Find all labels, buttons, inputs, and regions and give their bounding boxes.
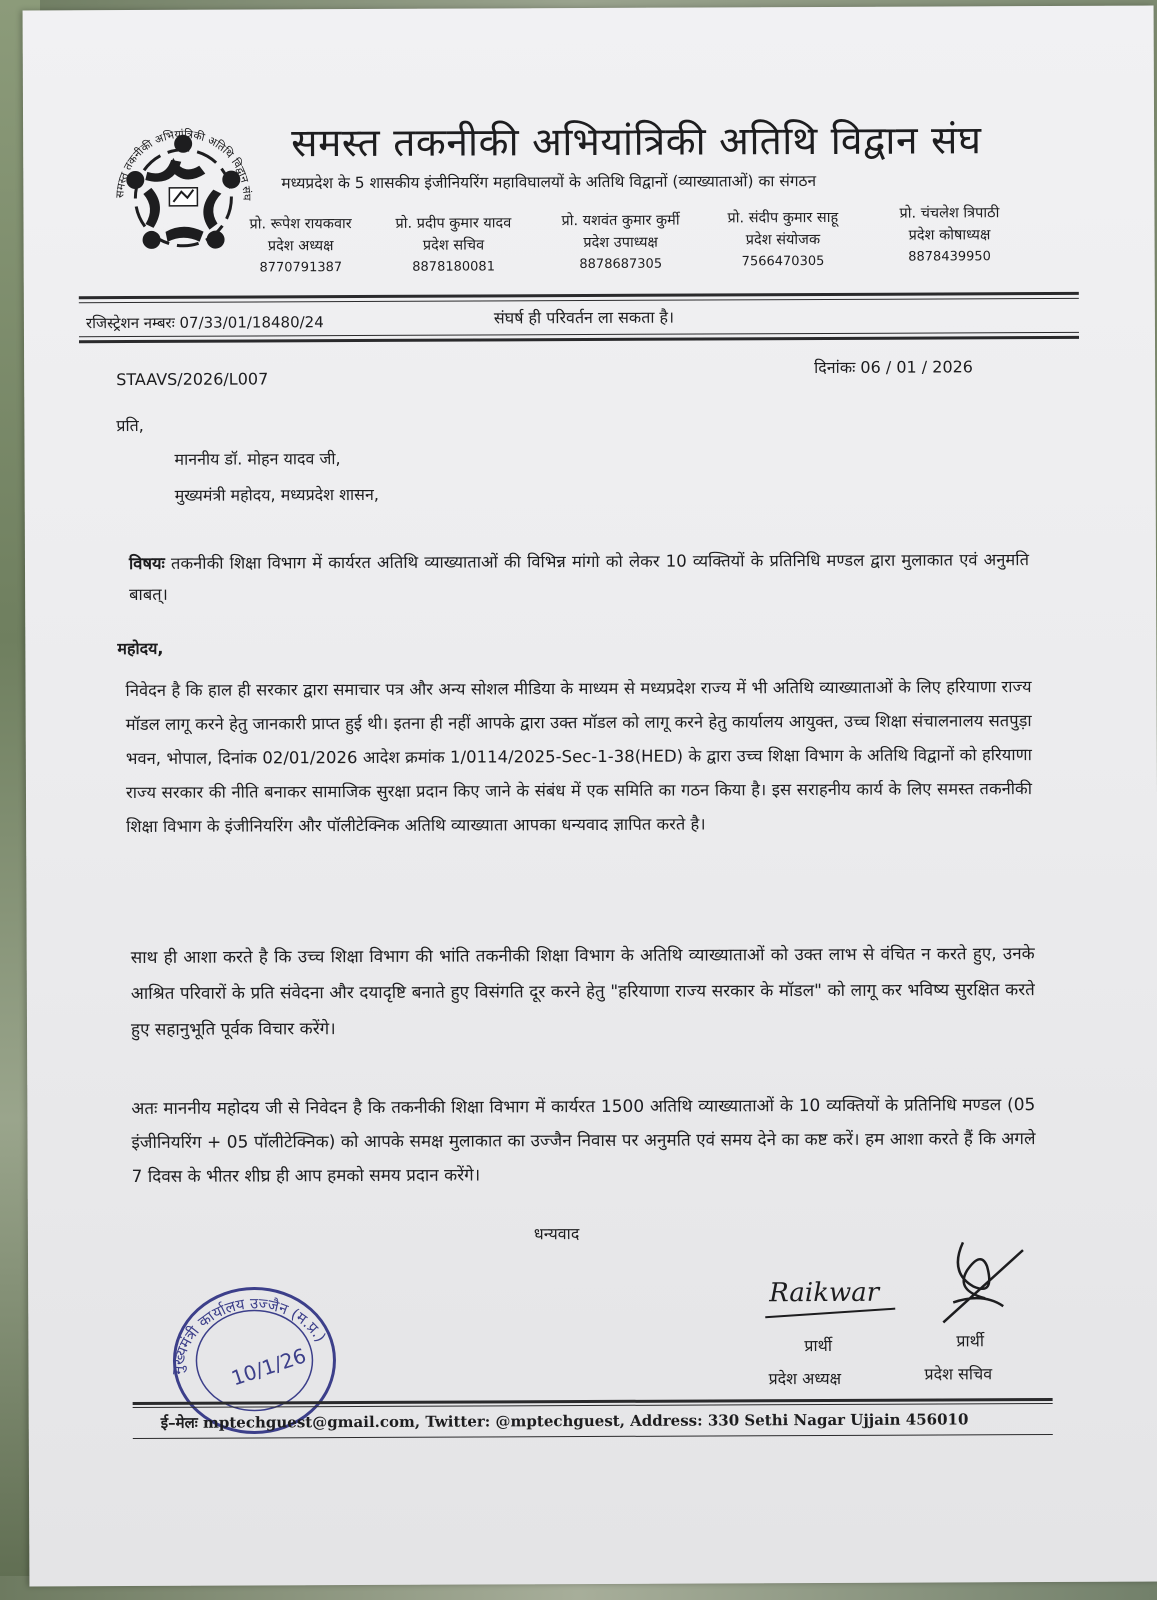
subject-label: विषयः [128, 553, 165, 574]
official-president [249, 213, 351, 279]
official-role: प्रदेश कोषाध्यक्ष [908, 227, 991, 244]
paragraph-1: निवेदन है कि हाल ही सरकार द्वारा समाचार पत्र और अन्य सोशल मीडिया के माध्यम से मध्यप्रदेश राज्य में भी अतिथि व्याख्याताओं के लिए हरियाणा राज्य मॉडल लागू करने हेतु जानकारी प्राप्त हुई थी। इतना ही नहीं आपके द्वारा उक्त मॉडल को लागू करने हेतु कार्यालय आयुक्त, उच्च शिक्षा संचालनालय सतपुड़ा भवन, भोपाल, दिनांक 02/01/2026 आदेश क्रमांक 1/0114/2025-Sec-1-38(HED) के द्वारा उच्च शिक्षा विभाग के अतिथि विद्वानों को हरियाणा राज्य सरकार की नीति बनाकर सामाजिक सुरक्षा प्रदान किए जाने के संबंध में एक समिति का गठन किया है। इस सराहनीय कार्य के लिए समस्त तकनीकी शिक्षा विभाग के इंजीनियरिंग और पॉलीटेक्निक अतिथि व्याख्याता आपका धन्यवाद ज्ञापित करते है। [125, 677, 1033, 837]
official-phone: 8878180081 [412, 259, 495, 275]
official-name: प्रो. प्रदीप कुमार यादव [395, 215, 512, 232]
official-phone: 7566470305 [741, 253, 825, 270]
official-name: प्रो. चंचलेश त्रिपाठी [899, 205, 1000, 222]
stamp-date: 10/1/26 [228, 1343, 310, 1391]
official-role: प्रदेश सचिव [422, 237, 485, 254]
organization-subtitle: मध्यप्रदेश के 5 शासकीय इंजीनियरिंग महाविघालयों के अतिथि विद्वानों (व्याख्याताओं) का संगठन [281, 172, 817, 193]
organization-logo-icon [103, 117, 264, 278]
paragraph-3: अतः माननीय महोदय जी से निवेदन है कि तकनीकी शिक्षा विभाग में कार्यरत 1500 अतिथि व्याख्याताओं के 10 व्यक्तियों के प्रतिनिधि मण्डल (05 इंजीनियरिंग + 05 पॉलीटेक्निक) को आपके समक्ष मुलाकात का उज्जैन निवास पर अनुमति एवं समय देने का कष्ट करें। हम आशा करते हैं कि अगले 7 दिवस के भीतर शीघ्र ही आप हमको समय प्रदान करेंगे। [131, 1095, 1036, 1188]
addressee-designation: मुख्यमंत्री महोदय, मध्यप्रदेश शासन, [174, 484, 379, 505]
subject-line [129, 544, 1029, 610]
official-name: प्रो. यशवंत कुमार कुर्मी [561, 212, 680, 230]
official-role: प्रदेश उपाध्यक्ष [583, 234, 658, 252]
signature-text: Raikwar [769, 1277, 880, 1309]
letter-date: दिनांकः 06 / 01 / 2026 [814, 357, 974, 378]
signature-secretary-icon [933, 1232, 1033, 1332]
official-convener [727, 207, 838, 273]
logo-text: समस्त तकनीकी अभियांत्रिकी अतिथि विद्वान संघ [113, 127, 254, 201]
salutation: महोदय, [117, 638, 164, 659]
signature-president-icon [763, 1265, 903, 1330]
official-name: प्रो. रूपेश रायकवार [249, 216, 352, 233]
header-divider-top-thin [79, 298, 1079, 303]
official-name: प्रो. संदीप कुमार साहू [727, 209, 839, 227]
motto: संघर्ष ही परिवर्तन ला सकता है। [493, 307, 675, 328]
reference-number: STAAVS/2026/L007 [116, 369, 269, 390]
signatory-role-secretary: प्रदेश सचिव [924, 1364, 993, 1384]
signatory-role-president: प्रदेश अध्यक्ष [768, 1368, 842, 1389]
stamp-text: मुख्यमंत्री कार्यालय उज्जैन (म.प्र.) [168, 1294, 330, 1376]
official-phone: 8878687305 [579, 256, 663, 273]
official-role: प्रदेश संयोजक [745, 231, 821, 249]
official-vice-president [561, 210, 679, 277]
addressee-name: माननीय डॉ. मोहन यादव जी, [174, 449, 341, 469]
letter-page [23, 6, 1157, 1587]
closing-thanks: धन्यवाद [533, 1224, 580, 1244]
header-divider-bottom [79, 336, 1079, 343]
subject-text: तकनीकी शिक्षा विभाग में कार्यरत अतिथि व्याख्याताओं की विभिन्न मांगो को लेकर 10 व्यक्तियों के प्रतिनिधि मण्डल द्वारा मुलाकात एवं अनुमति बाबत्। [129, 550, 1030, 605]
official-secretary [395, 212, 511, 279]
organization-title: समस्त तकनीकी अभियांत्रिकी अतिथि विद्वान संघ [291, 118, 982, 167]
official-role: प्रदेश अध्यक्ष [267, 238, 334, 255]
paragraph-2: साथ ही आशा करते है कि उच्च शिक्षा विभाग की भांति तकनीकी शिक्षा विभाग के अतिथि व्याख्याताओं को उक्त लाभ से वंचित न करते हुए, उनके आश्रित परिवारों के प्रति संवेदना और दयादृष्टि बनाते हुए विसंगति दूर करने हेतु "हरियाणा राज्य सरकार के मॉडल" को लागू कर भविष्य सुरक्षित करते हुए सहानुभूति पूर्वक विचार करेंगे। [130, 944, 1035, 1041]
official-phone: 8770791387 [259, 260, 343, 276]
registration-number: रजिस्ट्रेशन नम्बरः 07/33/01/18480/24 [85, 313, 324, 333]
to-label: प्रति, [116, 415, 144, 436]
signatory-label-president: प्रार्थी [804, 1335, 833, 1356]
signatory-label-secretary: प्रार्थी [956, 1331, 985, 1351]
official-treasurer [899, 202, 999, 268]
official-phone: 8878439950 [908, 249, 991, 265]
footer-contact: ई–मेलः mptechguest@gmail.com, Twitter: @mptechguest, Address: 330 Sethi Nagar Ujjain 456010 [160, 1410, 969, 1432]
